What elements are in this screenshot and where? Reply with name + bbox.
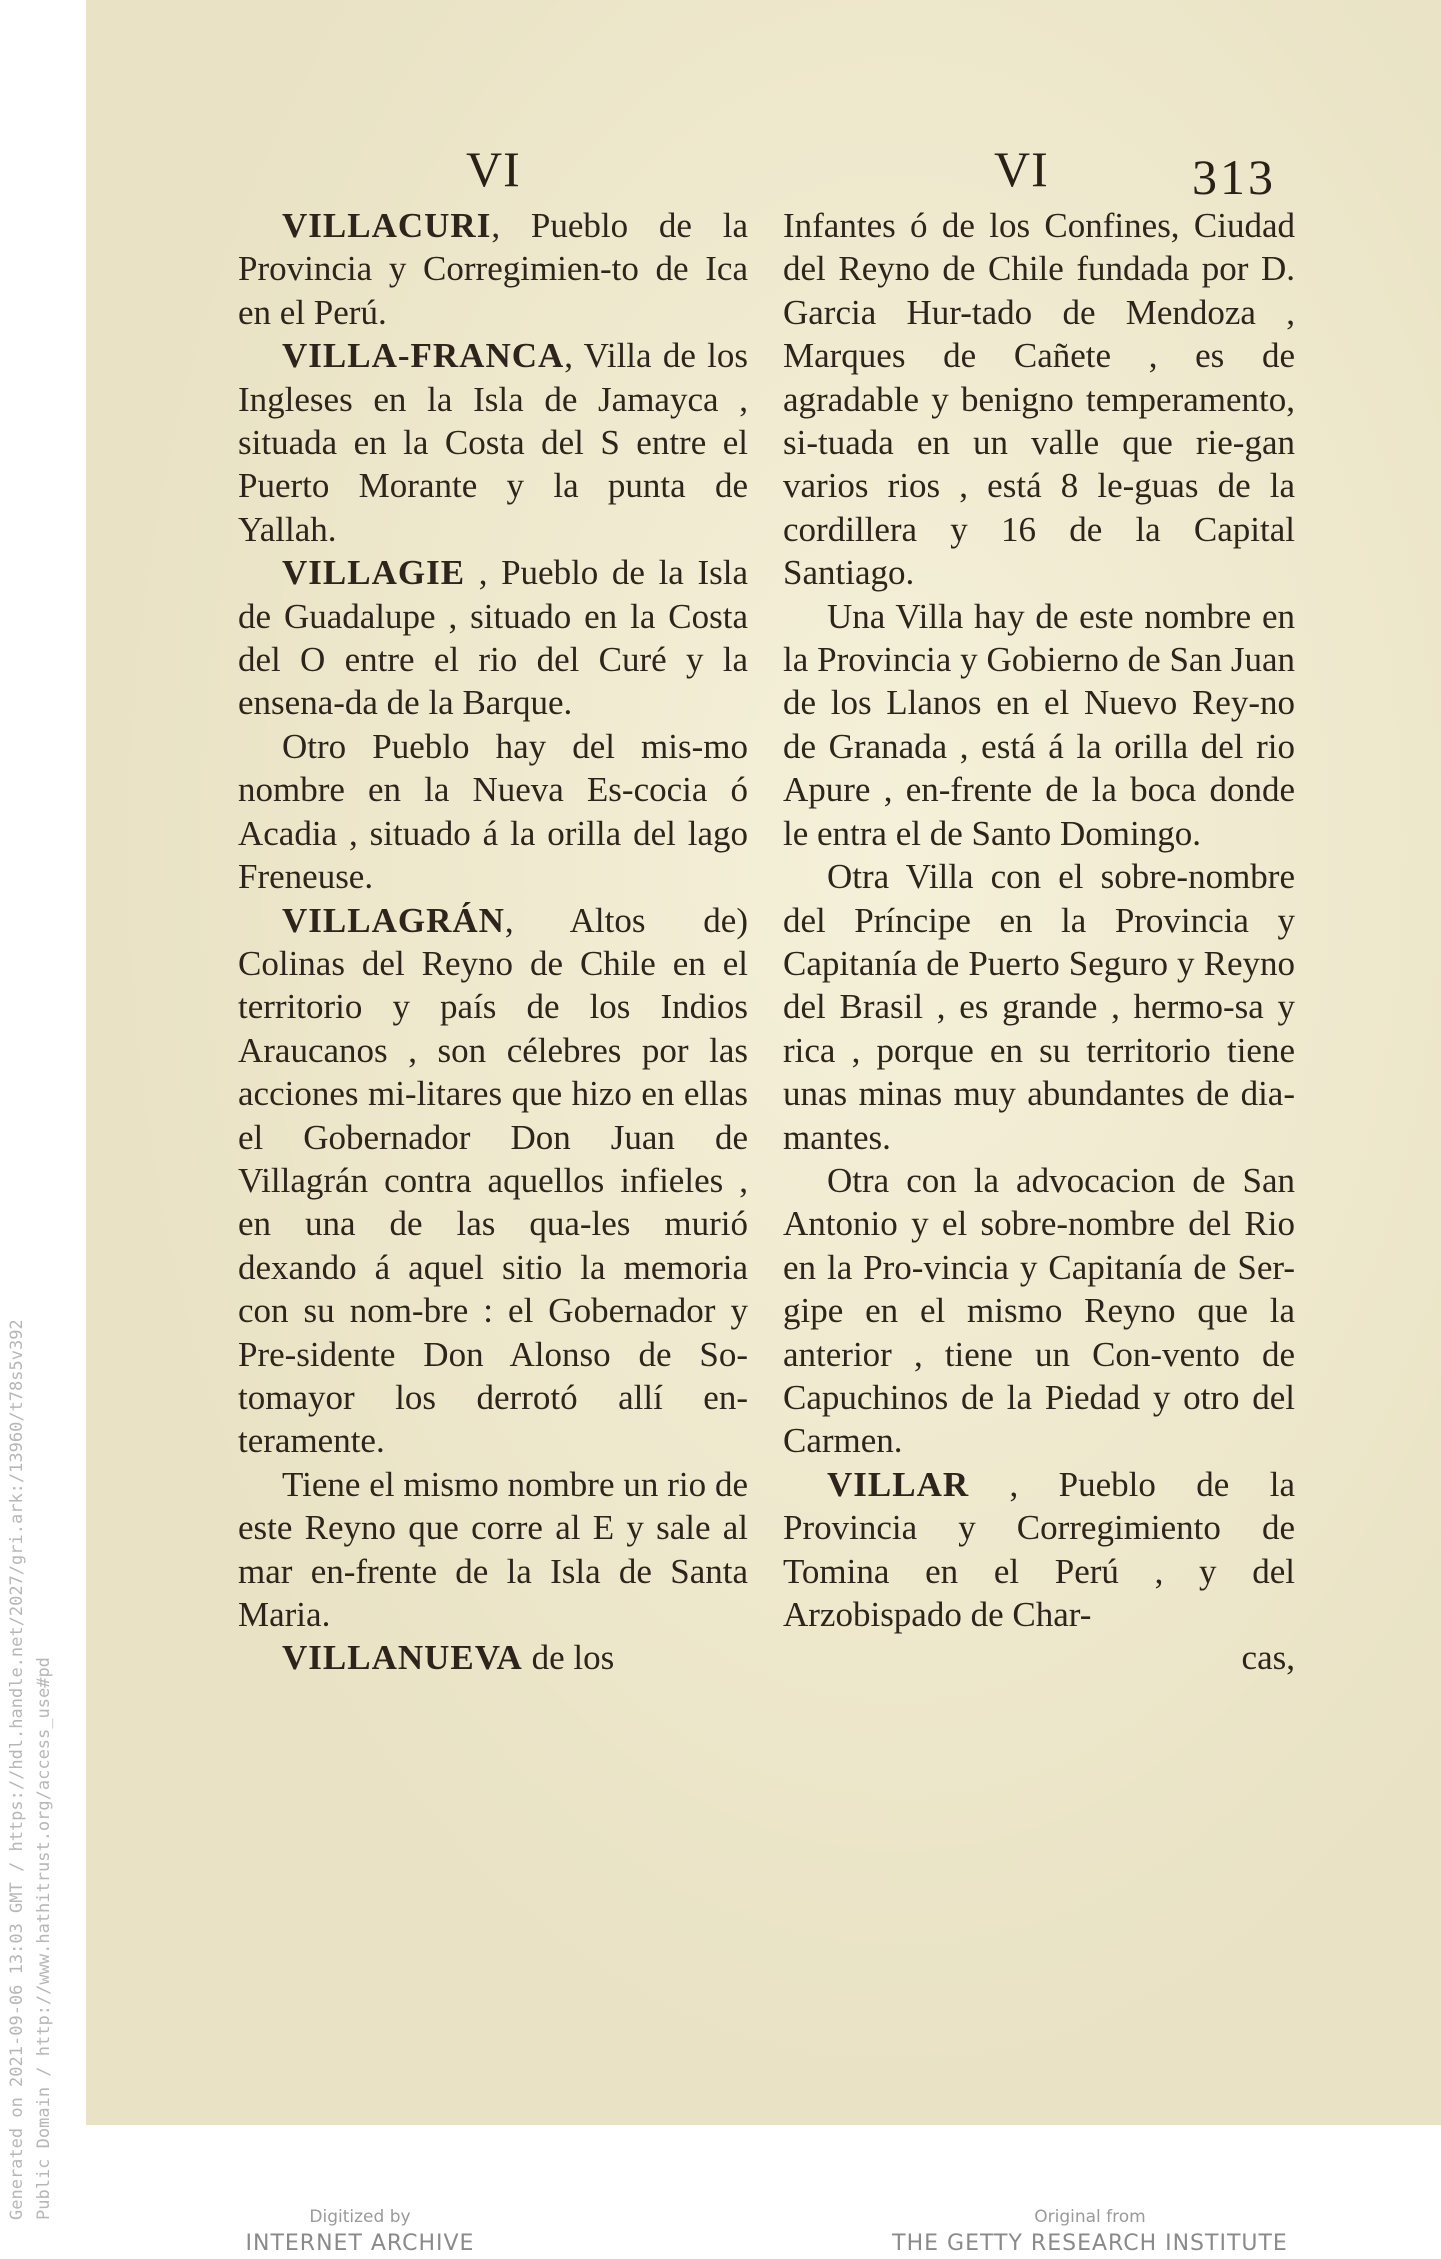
entry-text: , Villa de los Ingleses en la Isla de Jamayca , situada en la Costa del S entre el Puerto Morante y la punta de Yallah.	[238, 336, 748, 549]
getty-institute-link[interactable]: THE GETTY RESEARCH INSTITUTE	[892, 2231, 1288, 2256]
entry-text: Tiene el mismo nombre un rio de este Reyno que corre al E y sale al mar en-frente de la Isla de Santa Maria.	[238, 1464, 748, 1634]
hathitrust-watermark	[4, 1090, 58, 2220]
original-from-label: Original from	[1034, 2207, 1146, 2227]
entry-otro-pueblo	[238, 725, 748, 899]
running-head-right: VI	[994, 141, 1049, 197]
entry-san-antonio	[783, 1159, 1295, 1463]
left-column	[238, 204, 748, 1680]
entry-text: , Pueblo de la Provincia y Corregimiento de Tomina en el Perú , y del Arzobispado de Char-	[783, 1464, 1295, 1634]
entry-tiene-rio	[238, 1463, 748, 1637]
entry-headword: VILLAGIE	[282, 553, 466, 593]
catchword: cas,	[1241, 1638, 1295, 1678]
original-from-credit	[880, 2205, 1300, 2259]
internet-archive-link[interactable]: INTERNET ARCHIVE	[245, 2231, 475, 2256]
entry-headword: VILLAR	[827, 1464, 970, 1504]
entry-headword: VILLA-FRANCA	[282, 336, 565, 376]
entry-villagran	[238, 899, 748, 1463]
entry-text: Otro Pueblo hay del mis-mo nombre en la Nueva Es-cocia ó Acadia , situado á la orilla del lago Freneuse.	[238, 726, 748, 897]
entry-villa-llanos	[783, 595, 1295, 855]
entry-text: Una Villa hay de este nombre en la Provincia y Gobierno de San Juan de los Llanos en el Nuevo Rey-no de Granada , está á la orilla del rio Apure , en-frente de la boca donde le entra el de Santo Domingo.	[783, 596, 1295, 853]
running-head-left: VI	[466, 141, 521, 197]
entry-villa-franca	[238, 334, 748, 551]
watermark-line-1: Generated on 2021-09-06 13:03 GMT / https://hdl.handle.net/2027/gri.ark:/13960/t78s5v392	[7, 1319, 27, 2220]
entry-text: Otra con la advocacion de San Antonio y el sobre-nombre del Rio en la Pro-vincia y Capitanía de Ser-gipe en el mismo Reyno que la anterior , tiene un Con-vento de Capuchinos de la Piedad y otro del Carmen.	[783, 1160, 1295, 1461]
entry-headword: VILLAGRÁN	[282, 900, 505, 940]
entry-villacuri	[238, 204, 748, 334]
entry-text: , Pueblo de la Provincia y Corregimien-to de Ica en el Perú.	[238, 206, 748, 332]
entry-text: , Pueblo de la Isla de Guadalupe , situado en la Costa del O entre el rio del Curé y la ensena-da de la Barque.	[238, 553, 748, 723]
entry-headword: VILLANUEVA	[282, 1638, 523, 1678]
digitized-by-label: Digitized by	[309, 2207, 411, 2227]
entry-text: Otra Villa con el sobre-nombre del Príncipe en la Provincia y Capitanía de Puerto Seguro y Reyno del Brasil , es grande , hermo-sa y rica , porque en su territorio tiene unas minas muy abundantes de dia-mantes.	[783, 857, 1295, 1157]
entry-villagie	[238, 551, 748, 725]
entry-continuation: Infantes ó de los Confines, Ciudad del Reyno de Chile fundada por D. Garcia Hur-tado de Mendoza , Marques de Cañete , es de agradable y benigno temperamento, si-tuada en un valle que rie-gan varios rios , está 8 le-guas de la cordillera y 16 de la Capital Santiago.	[783, 206, 1295, 593]
page-number: 313	[1192, 149, 1276, 205]
entry-villa-principe	[783, 855, 1295, 1159]
entry-text: de los	[522, 1638, 615, 1678]
watermark-line-2: Public Domain / http://www.hathitrust.org/access_use#pd	[34, 1657, 54, 2220]
entry-villar	[783, 1463, 1295, 1637]
entry-headword: VILLACURI	[282, 206, 492, 245]
entry-text: , Altos de) Colinas del Reyno de Chile en el territorio y país de los Indios Araucanos , son célebres por las acciones mi-litares que hizo en ellas el Gobernador Don Juan de Villagrán contra aquellos infieles , en una de las qua-les murió dexando á aquel sitio la memoria con su nom-bre : el Gobernador y Pre-sidente Don Alonso de So-tomayor los derrotó allí en-teramente.	[238, 900, 748, 1461]
right-column	[783, 204, 1295, 1680]
digitized-by-credit	[240, 2205, 480, 2259]
entry-villanueva	[238, 1636, 748, 1679]
